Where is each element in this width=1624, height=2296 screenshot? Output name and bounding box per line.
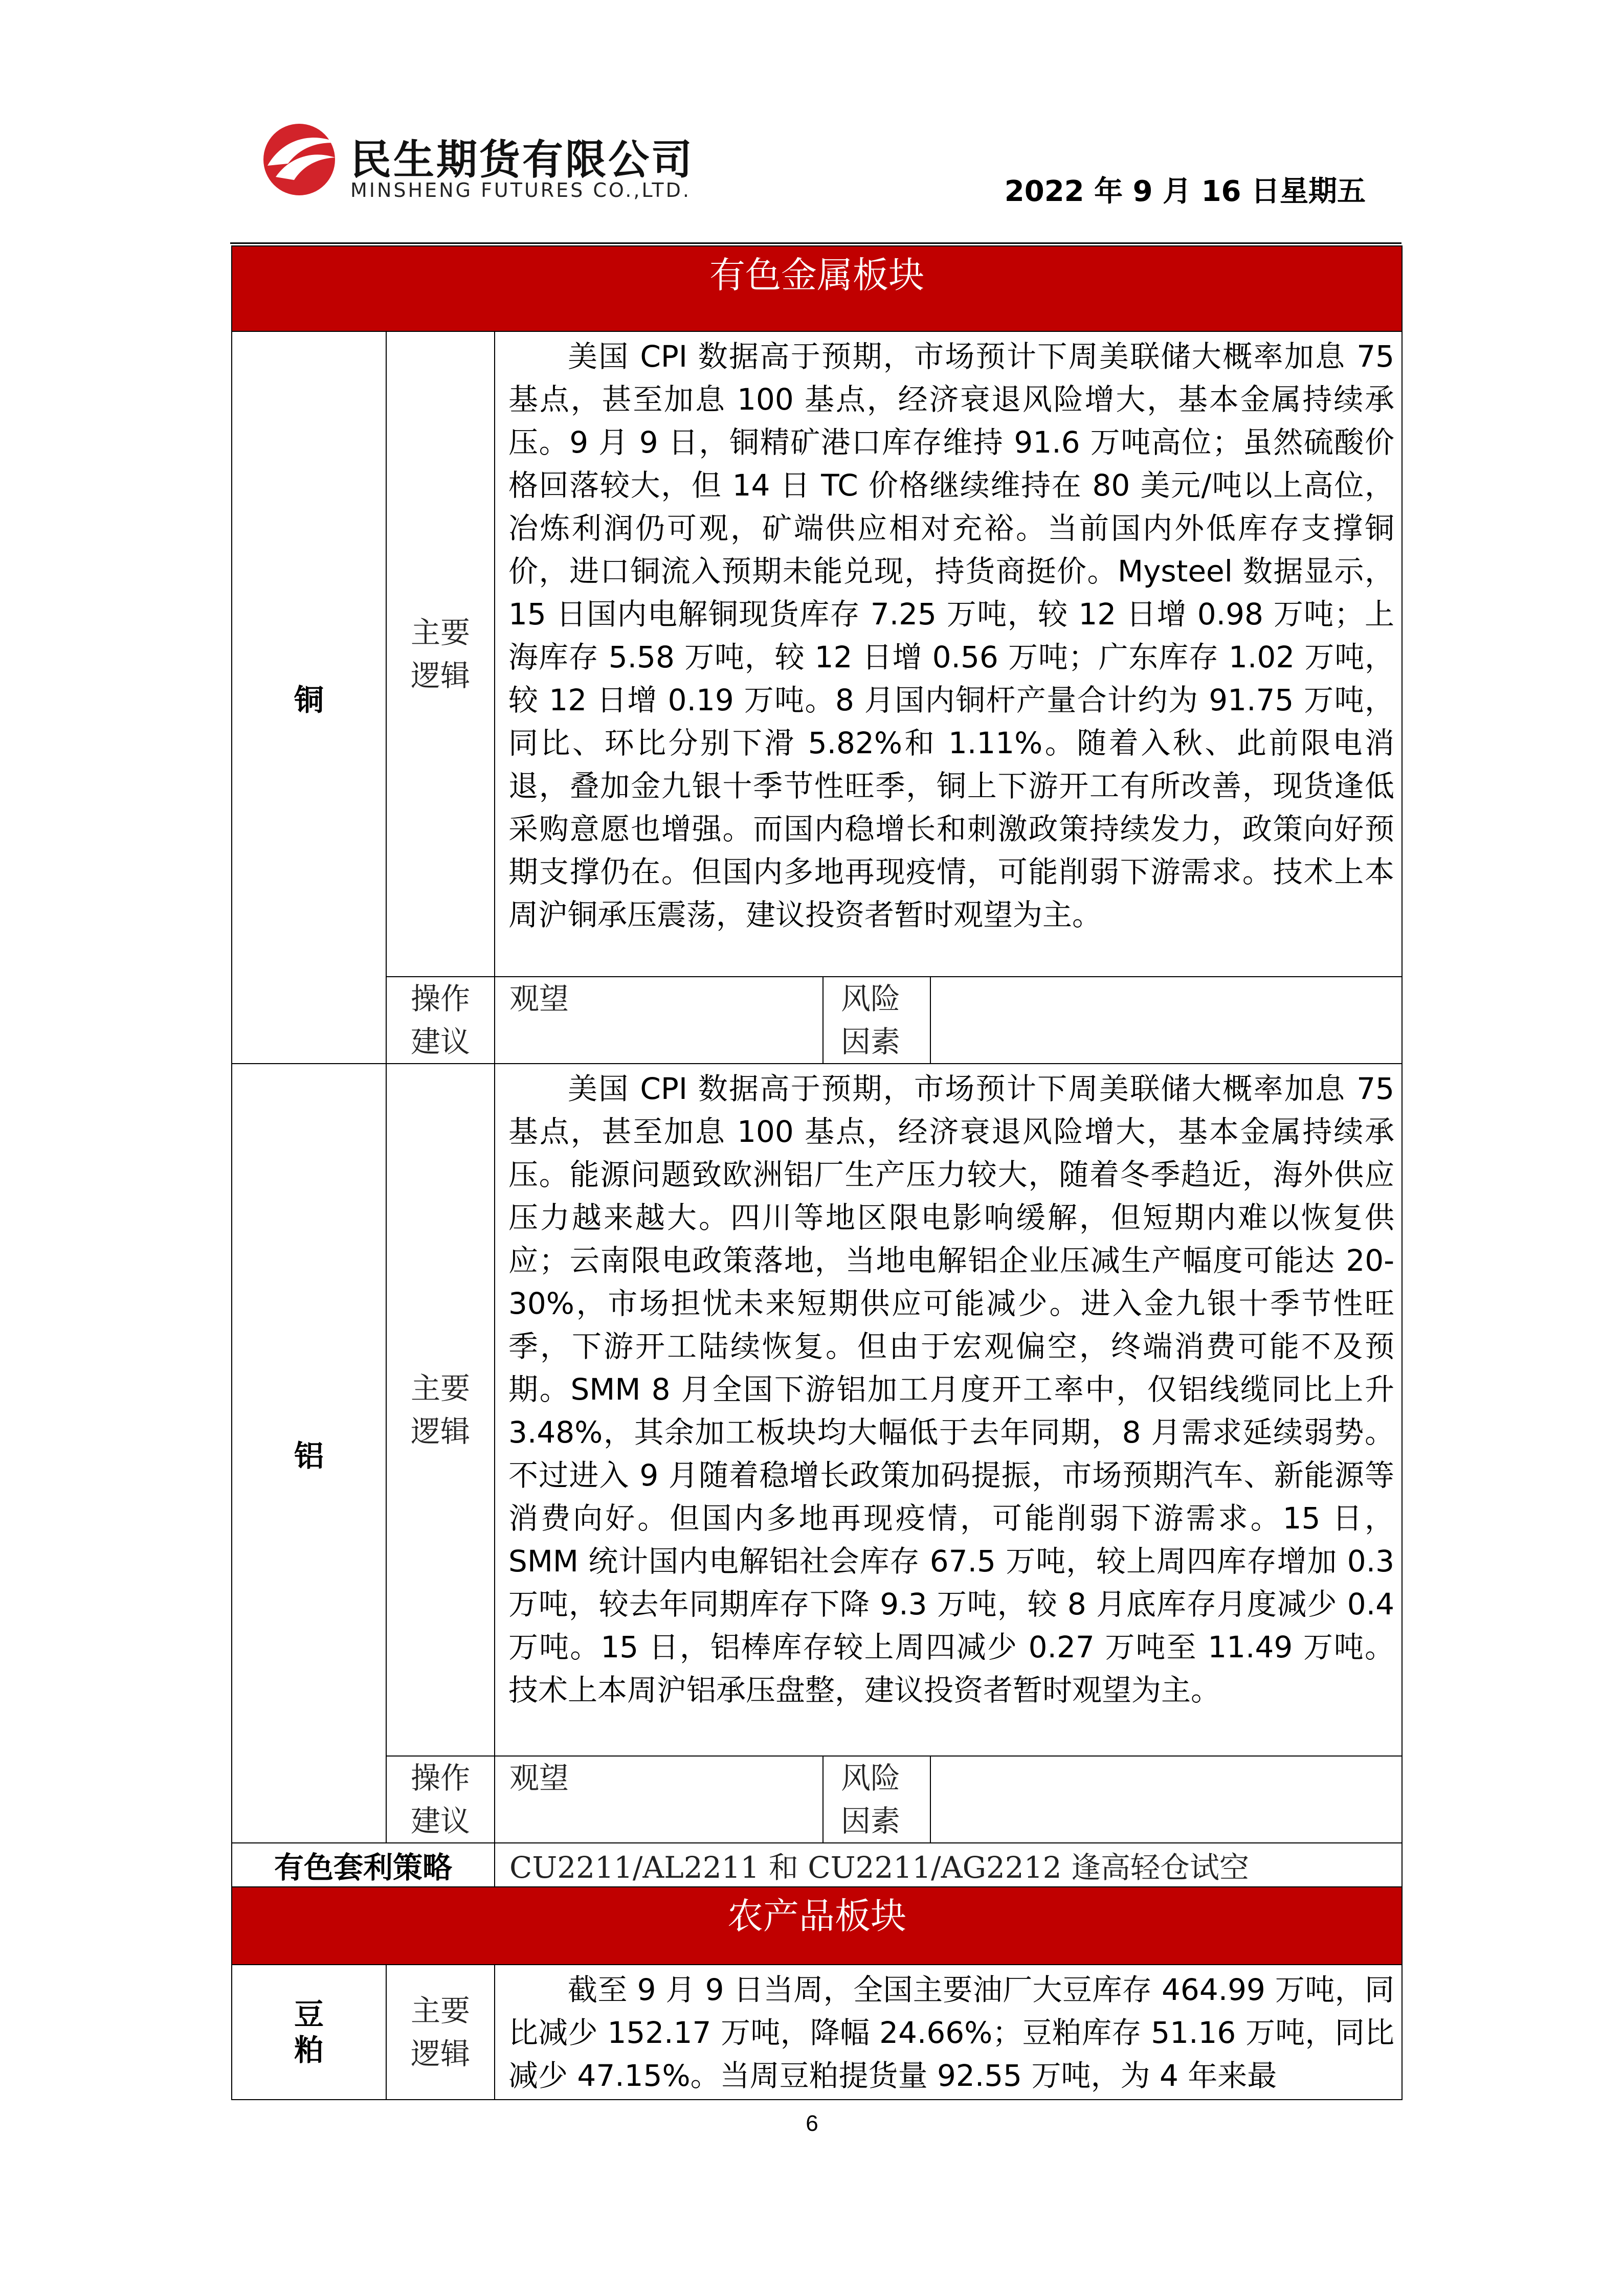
risk-label-cell [823, 977, 930, 1064]
aluminum-op-value: 观望 [495, 1756, 823, 1843]
logic-label: 主要逻辑 [410, 1993, 470, 2071]
commodity-name-soymeal: 豆粕 [294, 1997, 324, 2067]
logic-label-cell [386, 331, 495, 977]
header-divider [230, 242, 1401, 244]
logic-label: 主要逻辑 [410, 615, 470, 693]
logo-chinese-name: 民生期货有限公司 [350, 136, 694, 184]
strategy-text: CU2211/AL2211 和 CU2211/AG2212 逢高轻仓试空 [495, 1843, 1402, 1887]
page-number: 6 [806, 2111, 818, 2136]
copper-risk-value [930, 977, 1402, 1064]
agri-section-header [232, 1887, 1402, 1965]
report-table [231, 245, 1403, 2100]
op-label-cell [386, 977, 495, 1064]
soymeal-logic-text: 截至 9 月 9 日当周，全国主要油厂大豆库存 464.99 万吨，同比减少 152.17 万吨，降幅 24.66%；豆粕库存 51.16 万吨，同比减少 47.15%。当周豆粕提货量 92.55 万吨，为 4 年来最 [508, 1972, 1395, 2093]
aluminum-logic-text-cell [495, 1064, 1402, 1756]
section-title: 农产品板块 [232, 1887, 1402, 1965]
copper-logic-row [232, 331, 1402, 977]
logic-label-cell [386, 1064, 495, 1756]
logo-english-name: MINSHENG FUTURES CO.,LTD. [350, 179, 691, 201]
arbitrage-strategy-row [232, 1843, 1402, 1887]
copper-op-value: 观望 [495, 977, 823, 1064]
op-label: 操作建议 [410, 1761, 470, 1838]
aluminum-logic-text: 美国 CPI 数据高于预期，市场预计下周美联储大概率加息 75 基点，甚至加息 100 基点，经济衰退风险增大，基本金属持续承压。能源问题致欧洲铝厂生产压力较大，随着冬季趋近，海外供应压力越来越大。四川等地区限电影响缓解，但短期内难以恢复供应；云南限电政策落地，当地电解铝企业压减生产幅度可能达 20-30%，市场担忧未来短期供应可能减少。进入金九银十季节性旺季，下游开工陆续恢复。但由于宏观偏空，终端消费可能不及预期。SMM 8 月全国下游铝加工月度开工率中，仅铝线缆同比上升 3.48%，其余加工板块均大幅低于去年同期，8 月需求延续弱势。不过进入 9 月随着稳增长政策加码提振，市场预期汽车、新能源等消费向好。但国内多地再现疫情，可能削弱下游需求。15 日，SMM 统计国内电解铝社会库存 67.5 万吨，较上周四库存增加 0.3 万吨，较去年同期库存下降 9.3 万吨，较 8 月底库存月度减少 0.4 万吨。15 日，铝棒库存较上周四减少 0.27 万吨至 11.49 万吨。技术上本周沪铝承压盘整，建议投资者暂时观望为主。 [508, 1071, 1395, 1707]
logic-label: 主要逻辑 [410, 1371, 470, 1449]
op-label: 操作建议 [410, 981, 470, 1059]
aluminum-operation-row [232, 1756, 1402, 1843]
commodity-name-aluminum: 铝 [232, 1064, 386, 1843]
minsheng-logo-icon [258, 117, 340, 198]
risk-label: 风险因素 [841, 981, 901, 1059]
logic-label-cell [386, 1965, 495, 2100]
copper-logic-text: 美国 CPI 数据高于预期，市场预计下周美联储大概率加息 75 基点，甚至加息 100 基点，经济衰退风险增大，基本金属持续承压。9 月 9 日，铜精矿港口库存维持 91.6 万吨高位；虽然硫酸价格回落较大，但 14 日 TC 价格继续维持在 80 美元/吨以上高位，冶炼利润仍可观，矿端供应相对充裕。当前国内外低库存支撑铜价，进口铜流入预期未能兑现，持货商挺价。Mysteel 数据显示，15 日国内电解铜现货库存 7.25 万吨，较 12 日增 0.98 万吨；上海库存 5.58 万吨，较 12 日增 0.56 万吨；广东库存 1.02 万吨，较 12 日增 0.19 万吨。8 月国内铜杆产量合计约为 91.75 万吨，同比、环比分别下滑 5.82%和 1.11%。随着入秋、此前限电消退，叠加金九银十季节性旺季，铜上下游开工有所改善，现货逢低采购意愿也增强。而国内稳增长和刺激政策持续发力，政策向好预期支撑仍在。但国内多地再现疫情，可能削弱下游需求。技术上本周沪铜承压震荡，建议投资者暂时观望为主。 [508, 339, 1395, 932]
copper-logic-text-cell [495, 331, 1402, 977]
section-title: 有色金属板块 [232, 246, 1402, 331]
soymeal-logic-row [232, 1965, 1402, 2100]
risk-label-cell [823, 1756, 930, 1843]
copper-operation-row [232, 977, 1402, 1064]
risk-label: 风险因素 [841, 1761, 901, 1838]
aluminum-risk-value [930, 1756, 1402, 1843]
metals-section-header [232, 246, 1402, 331]
company-logo [258, 117, 770, 209]
aluminum-logic-row [232, 1064, 1402, 1756]
commodity-name-copper: 铜 [232, 331, 386, 1064]
report-date: 2022 年 9 月 16 日星期五 [1004, 175, 1366, 208]
op-label-cell [386, 1756, 495, 1843]
commodity-name-soymeal-cell [232, 1965, 386, 2100]
strategy-label: 有色套利策略 [232, 1843, 495, 1887]
soymeal-logic-text-cell [495, 1965, 1402, 2100]
